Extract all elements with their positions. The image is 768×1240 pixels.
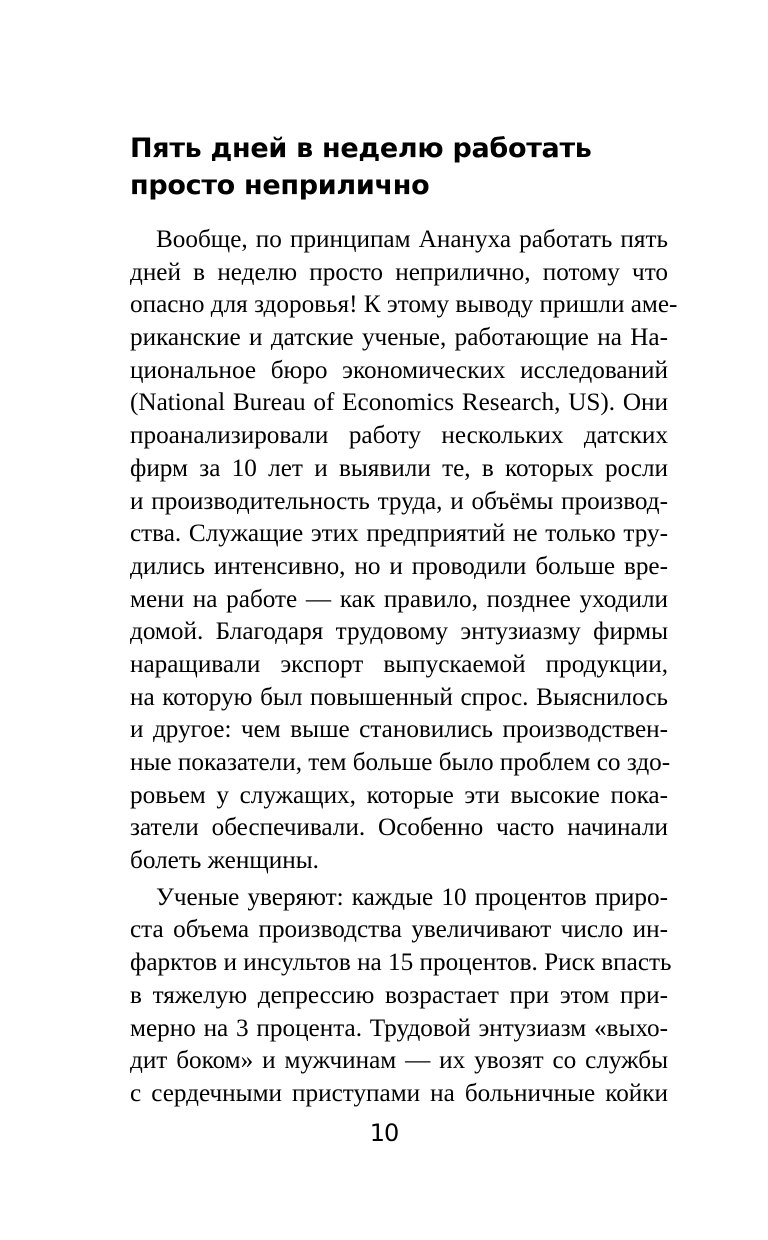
text-line: риканские и датские ученые, работающие на На-: [130, 324, 668, 352]
text-line: и другое: чем выше становились производствен-: [130, 716, 668, 744]
text-line: (National Bureau of Economics Research, US). Они: [130, 389, 668, 417]
text-line: ста объема производства увеличивают число ин-: [130, 916, 668, 944]
paragraph-2: [130, 882, 672, 1111]
section-heading: [130, 130, 690, 204]
text-line: циональное бюро экономических исследований: [130, 356, 668, 384]
text-line: фирм за 10 лет и выявили те, в которых росли: [130, 454, 668, 482]
text-line: в тяжелую депрессию возрастает при этом при-: [130, 981, 668, 1009]
text-line: ные показатели, тем больше было проблем со здо-: [130, 749, 671, 776]
text-line: домой. Благодаря трудовому энтузиазму фирмы: [130, 618, 668, 646]
text-line: Ученые уверяют: каждые 10 процентов приро-: [156, 883, 668, 911]
text-line: опасно для здоровья! К этому выводу пришли аме-: [130, 291, 678, 319]
text-line: дит боком» и мужчинам — их увозят со службы: [130, 1047, 668, 1075]
text-line: дней в неделю просто неприлично, потому что: [130, 258, 668, 286]
text-line: ства. Служащие этих предприятий не только тру-: [130, 520, 668, 548]
text-line: дились интенсивно, но и проводили больше вре-: [130, 552, 668, 580]
text-line: с сердечными приступами на больничные койки: [130, 1079, 668, 1107]
text-line: затели обеспечивали. Особенно часто начинали: [130, 814, 668, 842]
section-heading-line: просто неприлично: [130, 170, 430, 201]
text-line: и производительность труда, и объёмы производ-: [130, 487, 668, 515]
section-heading-line: Пять дней в неделю работать: [130, 133, 592, 164]
text-line: ровьем у служащих, которые эти высокие пока-: [130, 781, 668, 809]
text-line: мени на работе — как правило, позднее уходили: [130, 585, 668, 613]
text-line: мерно на 3 процента. Трудовой энтузиазм «выхо-: [130, 1014, 668, 1042]
body-text: [130, 224, 678, 1111]
text-line: фарктов и инсультов на 15 процентов. Риск впасть: [130, 949, 672, 977]
text-line: проанализировали работу нескольких датских: [130, 422, 668, 450]
page-number: 10: [369, 1119, 399, 1147]
text-line: болеть женщины.: [130, 847, 319, 875]
paragraph-1: [130, 224, 678, 878]
text-line: наращивали экспорт выпускаемой продукции,: [130, 650, 668, 678]
text-line: на которую был повышенный спрос. Выяснилось: [130, 683, 668, 711]
text-line: Вообще, по принципам Анануха работать пять: [156, 226, 668, 253]
